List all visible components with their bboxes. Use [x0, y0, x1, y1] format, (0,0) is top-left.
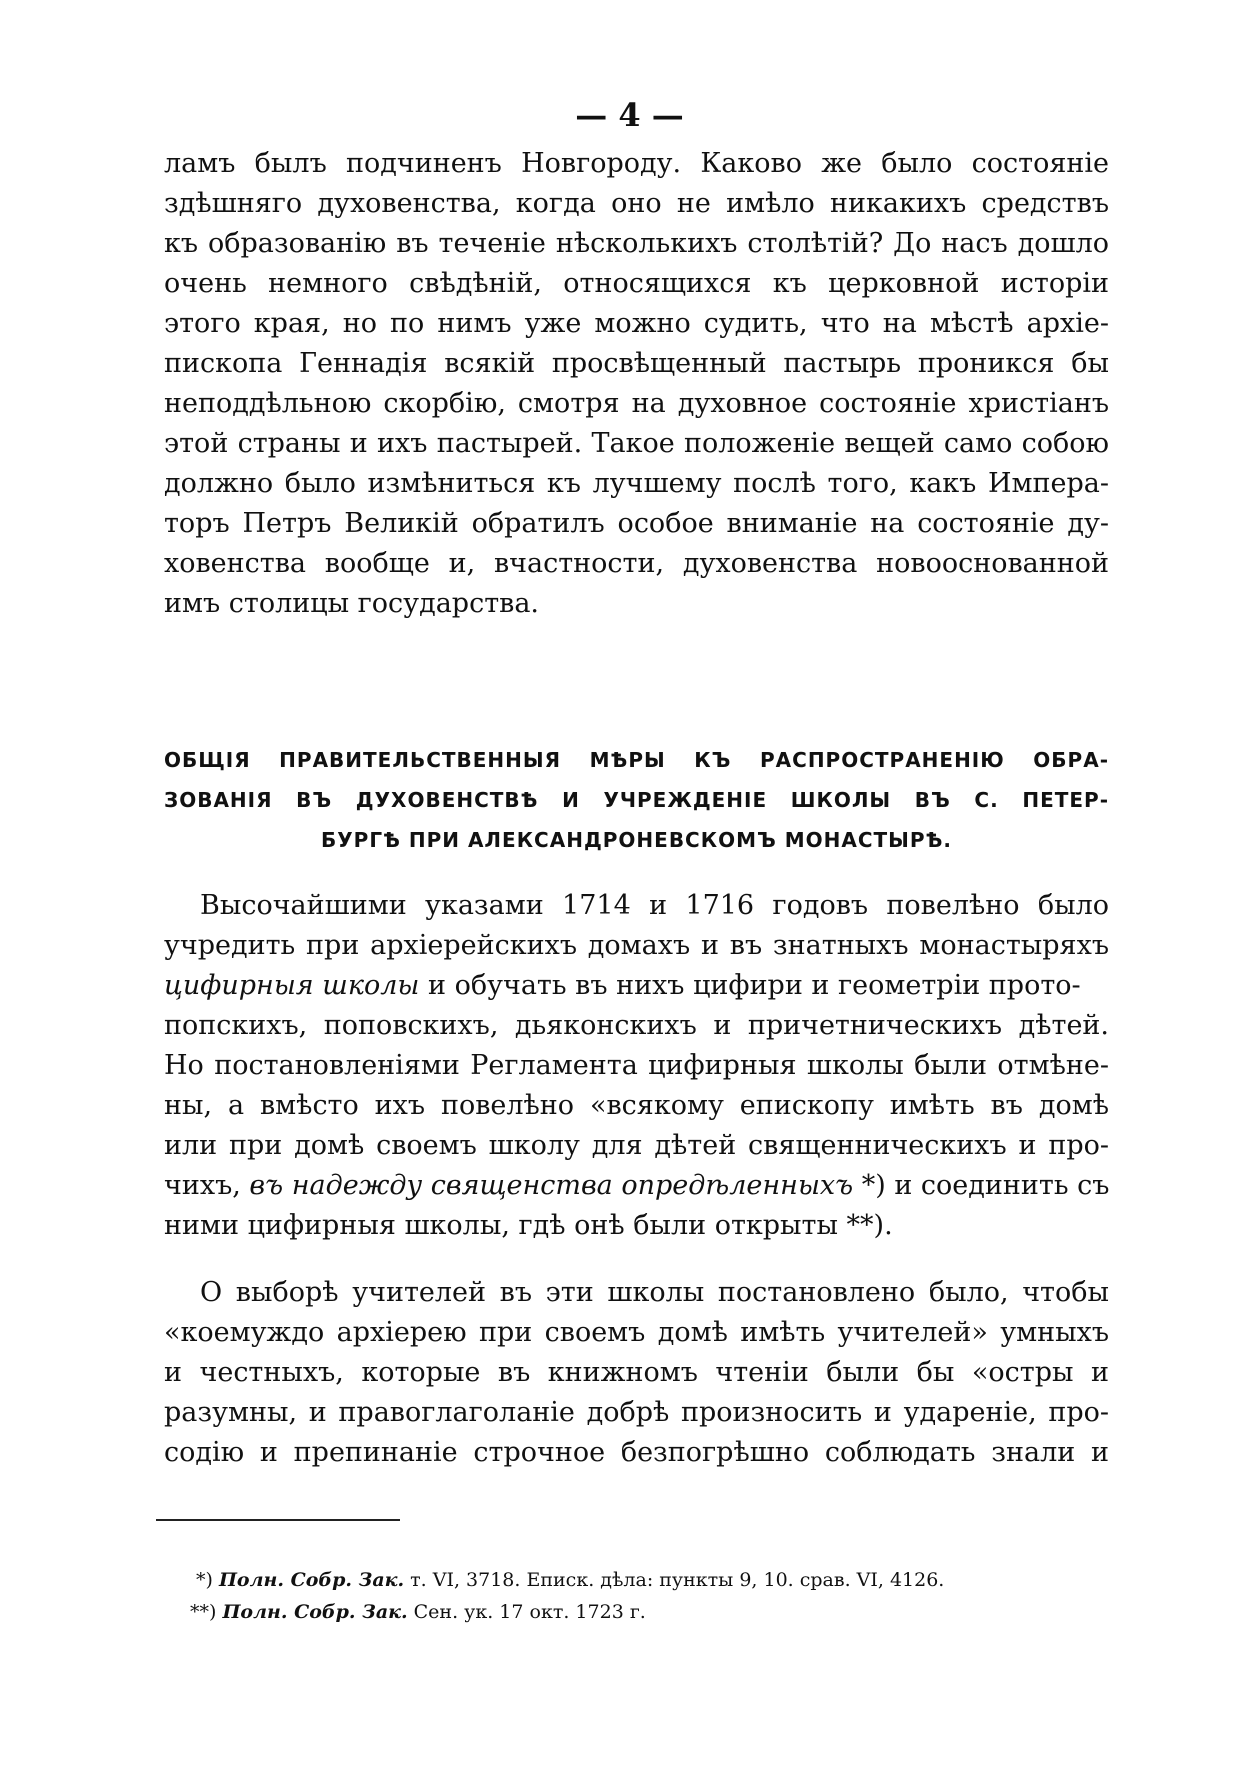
- text-line: къ образованію въ теченіе нѣсколькихъ столѣтій? До насъ дошло: [164, 228, 1109, 259]
- heading-line: ЗОВАНІЯ ВЪ ДУХОВЕНСТВѢ И УЧРЕЖДЕНІЕ ШКОЛЫ ВЪ С. ПЕТЕР-: [164, 788, 1109, 812]
- heading-line: ОБЩІЯ ПРАВИТЕЛЬСТВЕННЫЯ МѢРЫ КЪ РАСПРОСТРАНЕНІЮ ОБРА-: [164, 748, 1109, 772]
- text-line: ховенства вообще и, вчастности, духовенства новооснованной: [164, 548, 1109, 579]
- footnote-text: т. VI, 3718. Еписк. дѣла: пункты 9, 10. срав. VI, 4126.: [404, 1569, 945, 1591]
- text-line: содію и препинаніе строчное безпогрѣшно соблюдать знали и: [164, 1437, 1109, 1468]
- text-run: чихъ,: [164, 1170, 250, 1201]
- footnote-text: Сен. ук. 17 окт. 1723 г.: [407, 1601, 646, 1623]
- text-line: Высочайшими указами 1714 и 1716 годовъ повелѣно было: [200, 890, 1109, 921]
- footnote-mark: *): [196, 1569, 213, 1591]
- text-line: должно было измѣниться къ лучшему послѣ того, какъ Импера-: [164, 468, 1109, 499]
- text-line: имъ столицы государства.: [164, 588, 540, 619]
- text-line: или при домѣ своемъ школу для дѣтей священническихъ и про-: [164, 1130, 1109, 1161]
- text-line: «коемуждо архіерею при своемъ домѣ имѣть учителей» умныхъ: [164, 1317, 1109, 1348]
- footnote-divider: [156, 1519, 400, 1521]
- page-number: — 4 —: [575, 96, 684, 134]
- text-line: учредить при архіерейскихъ домахъ и въ знатныхъ монастыряхъ: [164, 930, 1109, 961]
- text-line: [164, 1166, 1109, 1206]
- emphasis: въ надежду священства опредѣленныхъ: [249, 1170, 854, 1201]
- footnote-source: Полн. Собр. Зак.: [222, 1601, 408, 1623]
- text-line: попскихъ, поповскихъ, дьяконскихъ и причетническихъ дѣтей.: [164, 1010, 1109, 1041]
- emphasis: цифирныя школы: [164, 970, 420, 1001]
- text-line: этой страны и ихъ пастырей. Такое положеніе вещей само собою: [164, 428, 1109, 459]
- heading-line: БУРГѢ ПРИ АЛЕКСАНДРОНЕВСКОМЪ МОНАСТЫРѢ.: [321, 828, 952, 852]
- text-line: ламъ былъ подчиненъ Новгороду. Каково же было состояніе: [164, 148, 1109, 179]
- footnote-source: Полн. Собр. Зак.: [218, 1569, 405, 1591]
- text-line: разумны, и правоглаголаніе добрѣ произносить и удареніе, про-: [164, 1397, 1109, 1428]
- text-run: *) и соединить съ: [853, 1170, 1110, 1201]
- text-line: ны, а вмѣсто ихъ повелѣно «всякому епископу имѣть въ домѣ: [164, 1090, 1109, 1121]
- text-line: неподдѣльною скорбію, смотря на духовное состояніе христіанъ: [164, 388, 1109, 419]
- text-line: здѣшняго духовенства, когда оно не имѣло никакихъ средствъ: [164, 188, 1109, 219]
- text-line: очень немного свѣдѣній, относящихся къ церковной исторіи: [164, 268, 1109, 299]
- text-line: этого края, но по нимъ уже можно судить, что на мѣстѣ архіе-: [164, 308, 1109, 339]
- text-line: пископа Геннадія всякій просвѣщенный пастырь проникся бы: [164, 348, 1109, 379]
- text-line: и честныхъ, которые въ книжномъ чтеніи были бы «остры и: [164, 1357, 1109, 1388]
- footnote: [190, 1596, 1110, 1628]
- text-line: О выборѣ учителей въ эти школы постановлено было, чтобы: [200, 1277, 1109, 1308]
- text-line: Но постановленіями Регламента цифирныя школы были отмѣне-: [164, 1050, 1109, 1081]
- text-line: ними цифирныя школы, гдѣ онѣ были открыты **).: [164, 1210, 893, 1241]
- footnote-mark: **): [190, 1601, 217, 1623]
- text-run: и обучать въ нихъ цифири и геометріи прото-: [419, 970, 1081, 1001]
- footnote: [196, 1564, 1116, 1596]
- text-line: [164, 966, 1109, 1006]
- text-line: торъ Петръ Великій обратилъ особое вниманіе на состояніе ду-: [164, 508, 1109, 539]
